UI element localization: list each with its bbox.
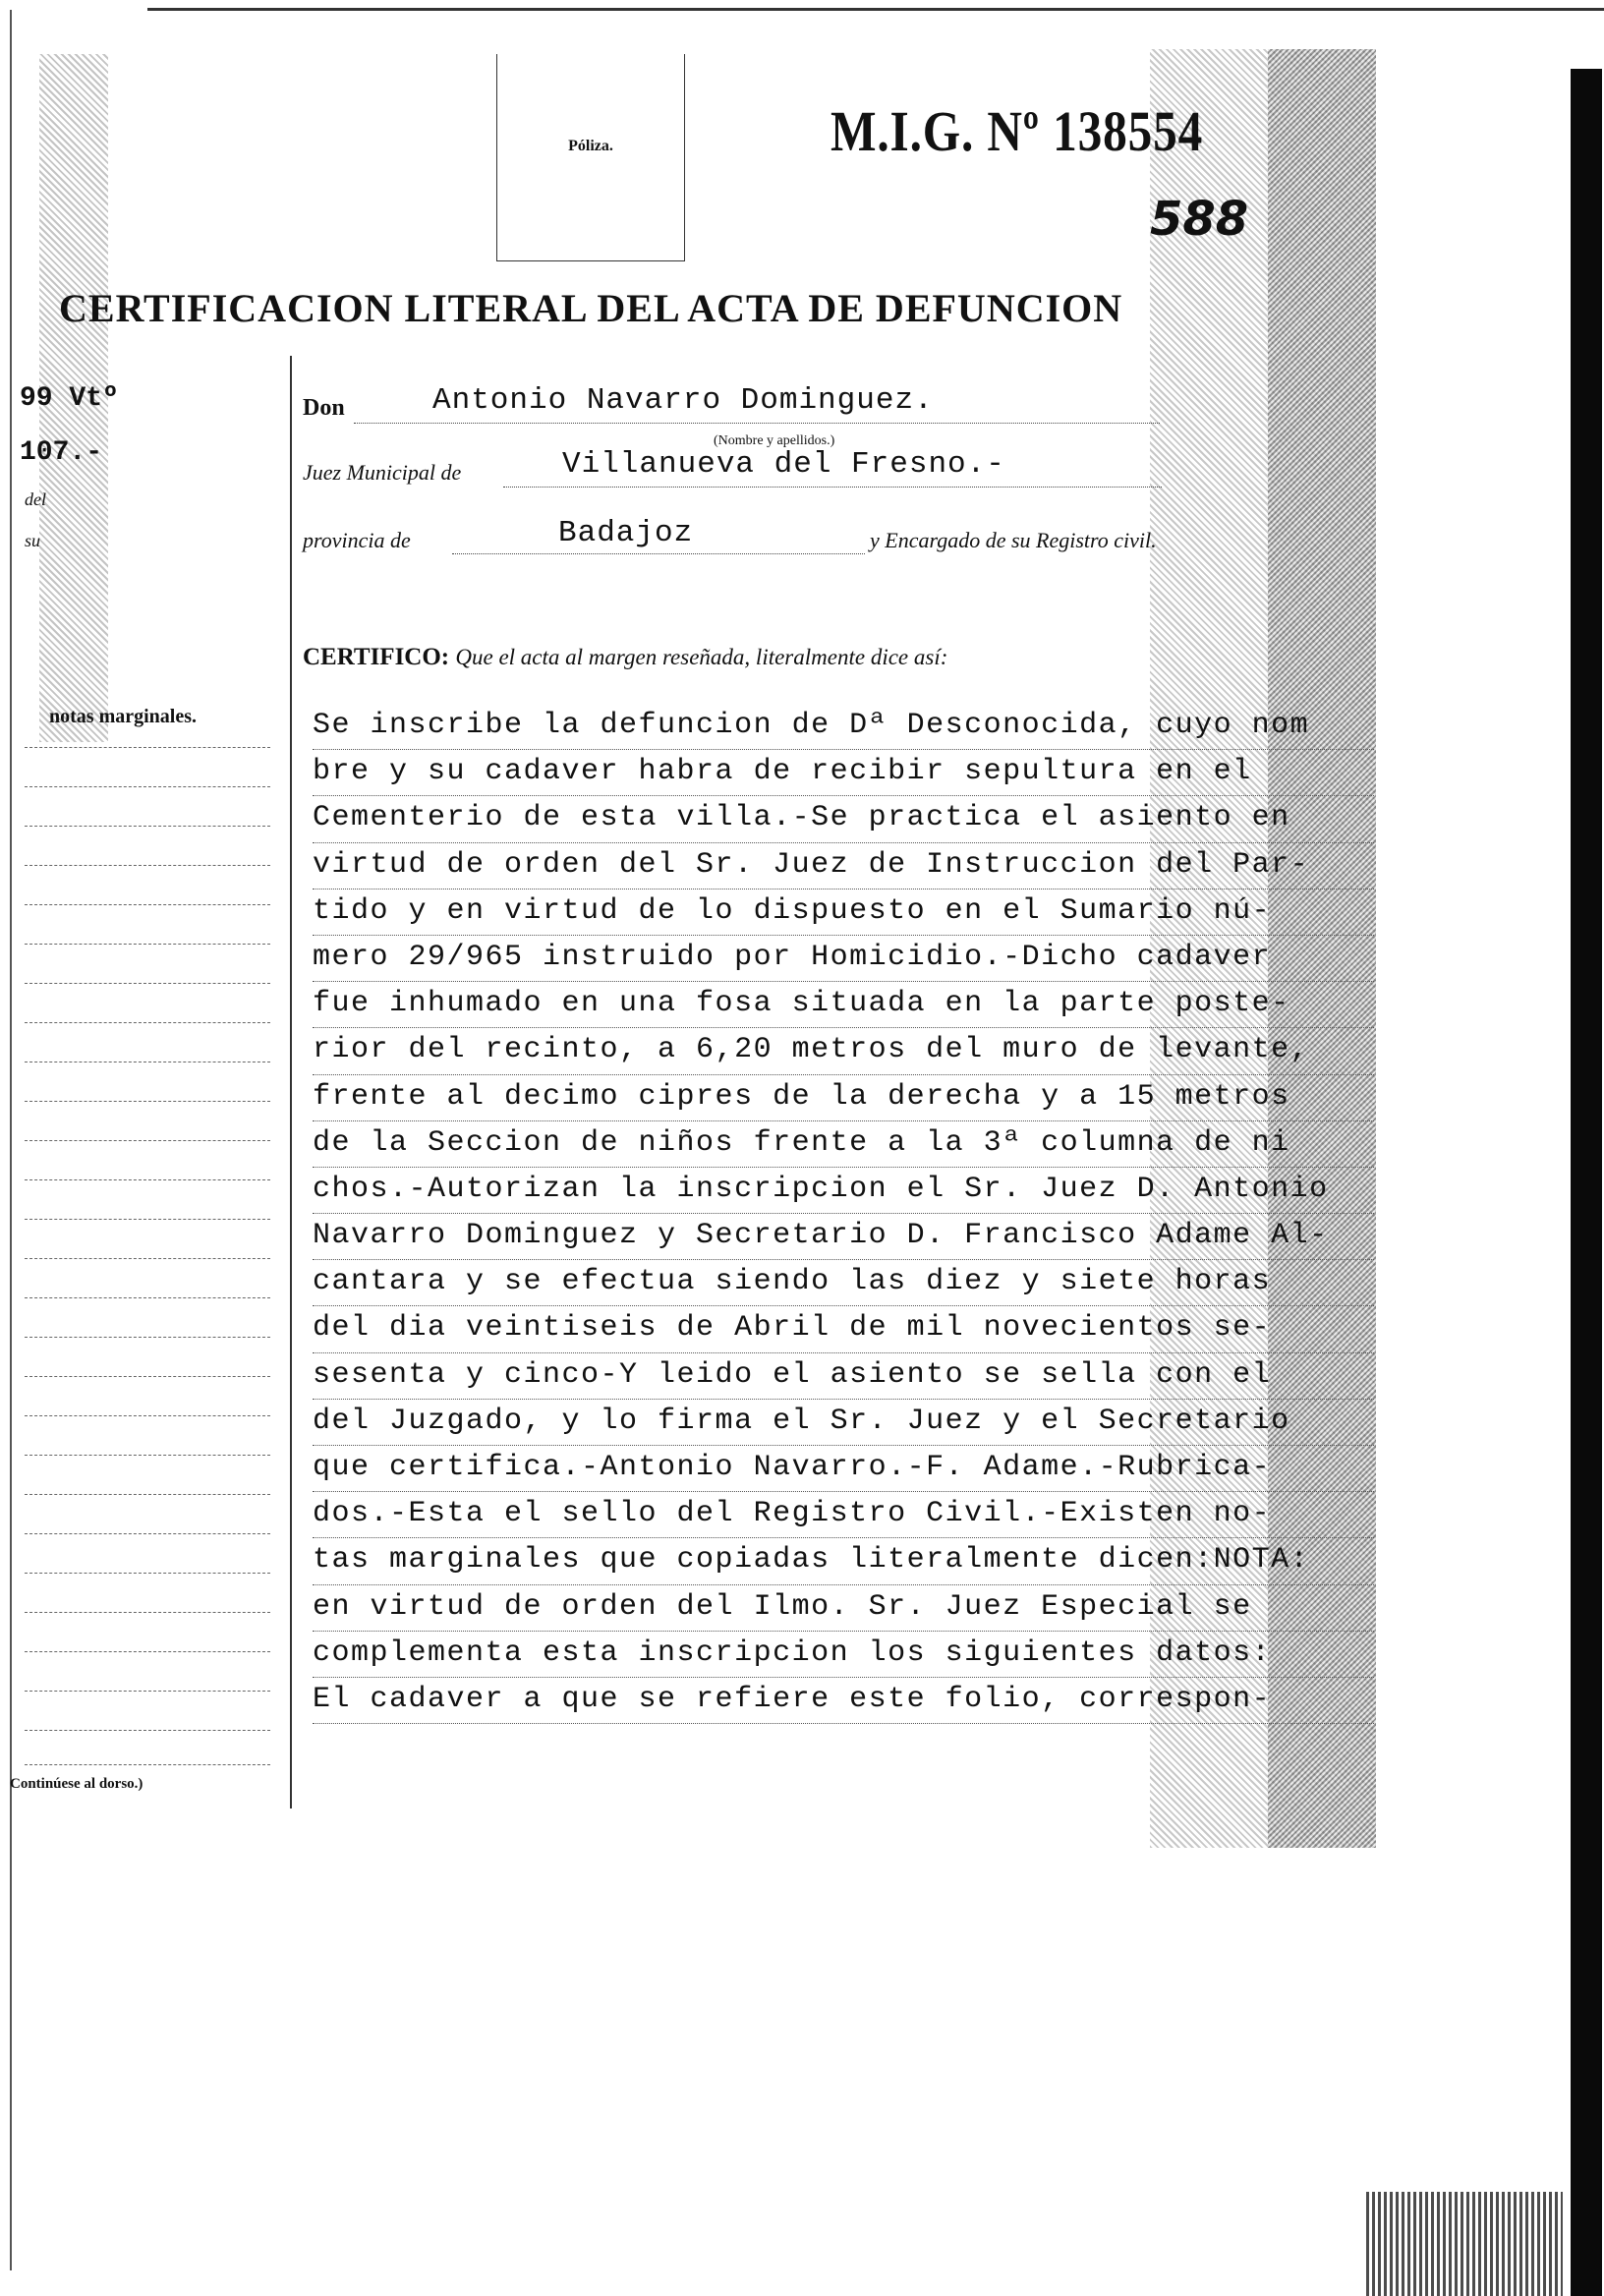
body-line: tido y en virtud de lo dispuesto en el Sumario nú- <box>313 890 1374 936</box>
encargado-label: y Encargado de su Registro civil. <box>870 528 1157 552</box>
body-line: que certifica.-Antonio Navarro.-F. Adame.-Rubrica- <box>313 1446 1374 1492</box>
don-label: Don <box>303 395 345 421</box>
juez-label: Juez Municipal de <box>303 460 462 485</box>
body-line: Navarro Dominguez y Secretario D. Francisco Adame Al- <box>313 1214 1374 1260</box>
margin-dotted-line <box>25 826 270 827</box>
scan-edge-bar <box>1571 69 1602 2296</box>
margin-dotted-line <box>25 1415 270 1416</box>
margin-dotted-line <box>25 1258 270 1259</box>
certifico-label: CERTIFICO: <box>303 644 450 670</box>
body-line: dos.-Esta el sello del Registro Civil.-Existen no- <box>313 1492 1374 1538</box>
margin-dotted-line <box>25 747 270 748</box>
margin-dotted-line <box>25 786 270 787</box>
body-line: Cementerio de esta villa.-Se practica el asiento en <box>313 796 1374 842</box>
margin-number-entry: 107.- <box>20 437 103 468</box>
body-line: chos.-Autorizan la inscripcion el Sr. Juez D. Antonio <box>313 1168 1374 1214</box>
margin-dotted-line <box>25 1494 270 1495</box>
certifico-line <box>303 644 947 671</box>
margin-dotted-line <box>25 1651 270 1652</box>
provincia-underline <box>452 553 865 554</box>
margin-dotted-line <box>25 904 270 905</box>
margin-dotted-line <box>25 1455 270 1456</box>
margin-dotted-line <box>25 1337 270 1338</box>
don-value: Antonio Navarro Dominguez. <box>432 383 934 418</box>
body-line: del dia veintiseis de Abril de mil novecientos se- <box>313 1306 1374 1352</box>
margin-dotted-line <box>25 1101 270 1102</box>
top-border-line <box>147 8 1604 11</box>
margin-dotted-line <box>25 1297 270 1298</box>
margin-dotted-line <box>25 983 270 984</box>
body-line: fue inhumado en una fosa situada en la parte poste- <box>313 982 1374 1028</box>
document-title: CERTIFICACION LITERAL DEL ACTA DE DEFUNCION <box>59 286 1123 330</box>
margin-dotted-line <box>25 1376 270 1377</box>
continue-on-back-note: Continúese al dorso.) <box>10 1776 143 1792</box>
certifico-text: Que el acta al margen reseñada, literalmente dice así: <box>455 645 948 669</box>
acta-body <box>313 704 1374 1724</box>
margin-dotted-line <box>25 1140 270 1141</box>
serial-number: M.I.G. Nº 138554 <box>831 99 1204 163</box>
name-hint: (Nombre y apellidos.) <box>714 433 835 448</box>
body-line: del Juzgado, y lo firma el Sr. Juez y el Secretario <box>313 1400 1374 1446</box>
body-line: El cadaver a que se refiere este folio, correspon- <box>313 1678 1374 1724</box>
body-line: mero 29/965 instruido por Homicidio.-Dicho cadaver <box>313 936 1374 982</box>
body-line: frente al decimo cipres de la derecha y a 15 metros <box>313 1075 1374 1121</box>
margin-folio-entry: 99 Vtº <box>20 383 119 414</box>
body-line: cantara y se efectua siendo las diez y siete horas <box>313 1260 1374 1306</box>
margin-label-su: su <box>25 531 41 550</box>
body-line: bre y su cadaver habra de recibir sepultura en el <box>313 750 1374 796</box>
body-line: tas marginales que copiadas literalmente dicen:NOTA: <box>313 1538 1374 1584</box>
notas-marginales-label: notas marginales. <box>49 706 197 727</box>
body-line: sesenta y cinco-Y leido el asiento se sella con el <box>313 1353 1374 1400</box>
margin-dotted-line <box>25 1022 270 1023</box>
body-line: Se inscribe la defuncion de Dª Desconocida, cuyo nom <box>313 704 1374 750</box>
scan-corner-noise <box>1366 2192 1563 2296</box>
margin-dotted-line <box>25 1533 270 1534</box>
poliza-stamp-box <box>496 54 685 261</box>
margin-dotted-line <box>25 944 270 945</box>
provincia-label: provincia de <box>303 528 411 552</box>
margin-dotted-line <box>25 1691 270 1692</box>
margin-column <box>20 356 292 1808</box>
poliza-label: Póliza. <box>568 138 613 154</box>
margin-label-del: del <box>25 489 46 509</box>
margin-dotted-line <box>25 1612 270 1613</box>
juez-underline <box>503 487 1162 488</box>
juez-value: Villanueva del Fresno.- <box>562 447 1005 482</box>
body-line: virtud de orden del Sr. Juez de Instruccion del Par- <box>313 843 1374 890</box>
left-page-edge <box>10 10 12 2270</box>
margin-dotted-line <box>25 1179 270 1180</box>
margin-dotted-line <box>25 1219 270 1220</box>
body-line: rior del recinto, a 6,20 metros del muro de levante, <box>313 1028 1374 1074</box>
handwritten-page-number: 588 <box>1150 192 1249 247</box>
body-line: de la Seccion de niños frente a la 3ª columna de ni <box>313 1121 1374 1168</box>
margin-dotted-line <box>25 1764 270 1765</box>
body-line: en virtud de orden del Ilmo. Sr. Juez Especial se <box>313 1585 1374 1632</box>
margin-dotted-line <box>25 1730 270 1731</box>
margin-dotted-line <box>25 1573 270 1574</box>
body-line: complementa esta inscripcion los siguientes datos: <box>313 1632 1374 1678</box>
margin-dotted-line <box>25 865 270 866</box>
provincia-value: Badajoz <box>558 516 694 550</box>
don-underline <box>354 423 1160 424</box>
